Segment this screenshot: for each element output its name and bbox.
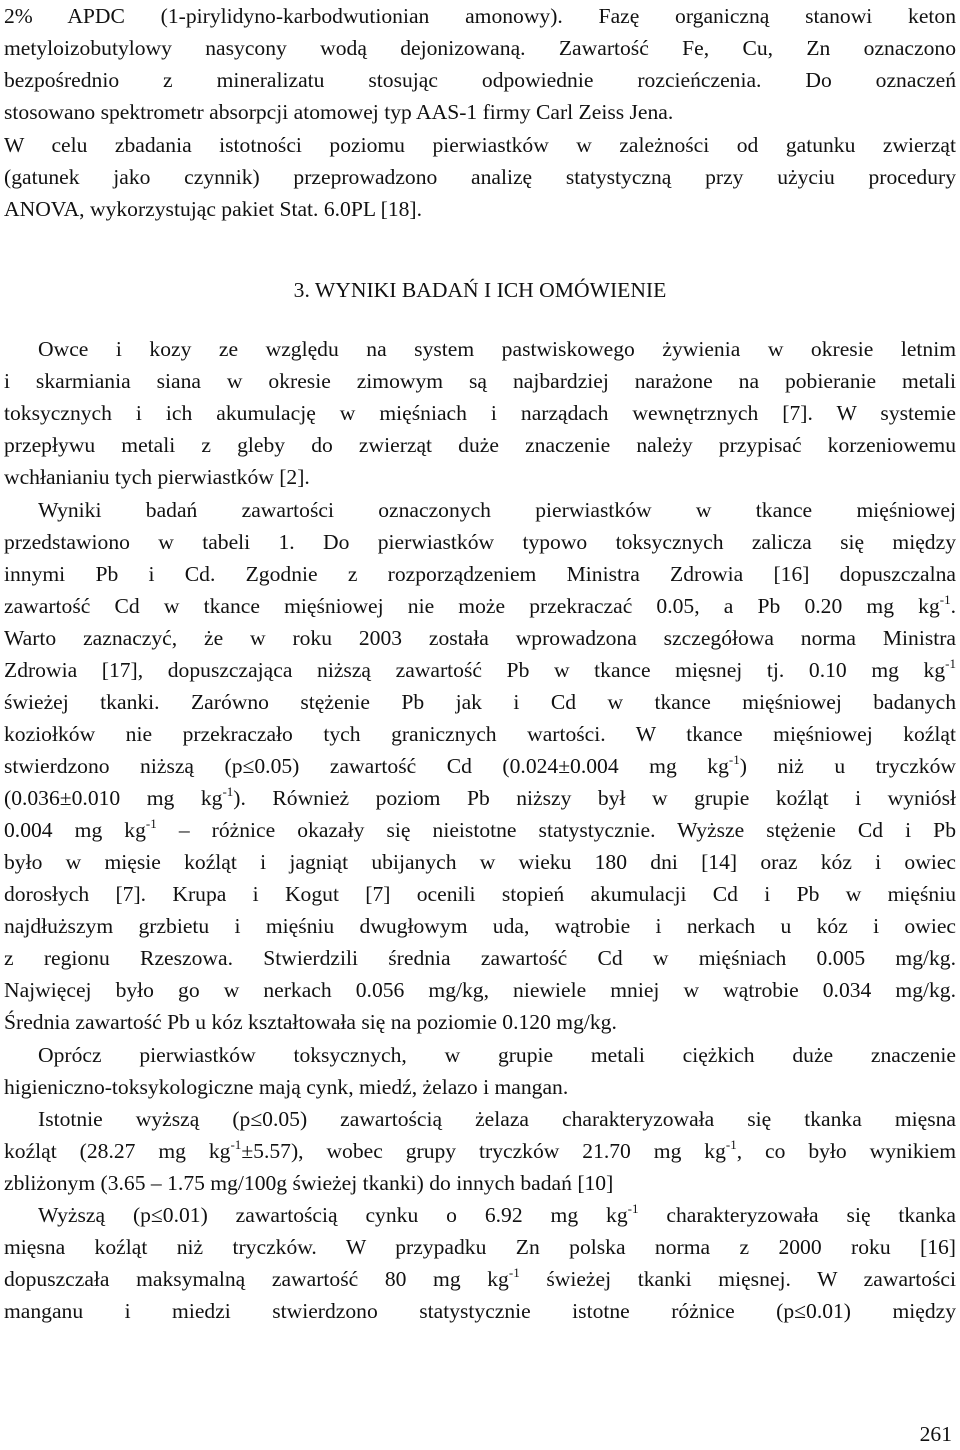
text-line: przepływu metali z gleby do zwierząt duże znaczenie należy przypisać korzeniowemu	[4, 433, 956, 457]
text-line: było w mięsie koźląt i jagniąt ubijanych w wieku 180 dni [14] oraz kóz i owiec	[4, 850, 956, 874]
text-line: toksycznych i ich akumulację w mięśniach i narządach wewnętrznych [7]. W systemie	[4, 401, 956, 425]
text-line: ANOVA, wykorzystując pakiet Stat. 6.0PL [18].	[4, 197, 423, 221]
text-line: (0.036±0.010 mg $kg^{-1}$). Również poziom Pb niższy był w grupie koźląt i wyniósł	[4, 784, 957, 810]
text-line: Owce i kozy ze względu na system pastwiskowego żywienia w okresie letnim	[38, 337, 956, 361]
text-line: Zdrowia [17], dopuszczająca niższą zawartość Pb w tkance mięsnej tj. 0.10 mg $kg^{-1}$	[4, 656, 956, 682]
text-line: Oprócz pierwiastków toksycznych, w grupie metali ciężkich duże znaczenie	[38, 1043, 956, 1067]
text-line: i skarmiania siana w okresie zimowym są najbardziej narażone na pobieranie metali	[4, 369, 956, 393]
text-line: higieniczno-toksykologiczne mają cynk, miedź, żelazo i mangan.	[4, 1075, 569, 1099]
text-line: 0.004 mg $kg^{-1}$ – różnice okazały się nieistotne statystycznie. Wyższe stężenie Cd i Pb	[4, 816, 956, 842]
text-line: mięsna koźląt niż tryczków. W przypadku Zn polska norma z 2000 roku [16]	[4, 1235, 956, 1259]
section-heading: 3. WYNIKI BADAŃ I ICH OMÓWIENIE	[293, 278, 667, 302]
text-line: Wyniki badań zawartości oznaczonych pierwiastków w tkance mięśniowej	[38, 498, 956, 522]
text-line: najdłuższym grzbietu i mięśniu dwugłowym uda, wątrobie i nerkach u kóz i owiec	[4, 914, 956, 938]
text-line: dorosłych [7]. Krupa i Kogut [7] ocenili stopień akumulacji Cd i Pb w mięśniu	[4, 882, 956, 906]
text-line: zbliżonym (3.65 – 1.75 mg/100g świeżej tkanki) do innych badań [10]	[4, 1171, 614, 1195]
text-line: stwierdzono niższą (p≤0.05) zawartość Cd (0.024±0.004 mg $kg^{-1}$) niż u tryczków	[4, 752, 956, 778]
text-line: Wyższą (p≤0.01) zawartością cynku o 6.92 mg $kg^{-1}$ charakteryzowała się tkanka	[38, 1201, 956, 1227]
text-line: (gatunek jako czynnik) przeprowadzono analizę statystyczną przy użyciu procedury	[4, 165, 956, 189]
text-line: dopuszczała maksymalną zawartość 80 mg $kg^{-1}$ świeżej tkanki mięsnej. W zawartości	[4, 1265, 957, 1291]
text-line: przedstawiono w tabeli 1. Do pierwiastków typowo toksycznych zalicza się między	[4, 530, 956, 554]
text-line: Warto zaznaczyć, że w roku 2003 została wprowadzona szczegółowa norma Ministra	[4, 626, 956, 650]
text-line: koźląt (28.27 mg $kg^{-1}\pm 5.57$), wobec grupy tryczków 21.70 mg $kg^{-1}$, co było wynikiem	[4, 1137, 956, 1163]
text-line: świeżej tkanki. Zarówno stężenie Pb jak i Cd w tkance mięśniowej badanych	[4, 690, 956, 714]
text-line: bezpośrednio z mineralizatu stosując odpowiednie rozcieńczenia. Do oznaczeń	[4, 68, 956, 92]
text-line: Istotnie wyższą (p≤0.05) zawartością żelaza charakteryzowała się tkanka mięsna	[38, 1107, 956, 1131]
text-line: 2% APDC (1-pirylidyno-karbodwutionian amonowy). Fazę organiczną stanowi keton	[4, 4, 956, 28]
text-line: metyloizobutylowy nasycony wodą dejonizowaną. Zawartość Fe, Cu, Zn oznaczono	[4, 36, 956, 60]
text-line: W celu zbadania istotności poziomu pierwiastków w zależności od gatunku zwierząt	[4, 133, 956, 157]
text-line: Najwięcej było go w nerkach 0.056 mg/kg, niewiele mniej w wątrobie 0.034 mg/kg.	[4, 978, 956, 1002]
text-line: z regionu Rzeszowa. Stwierdzili średnia zawartość Cd w mięśniach 0.005 mg/kg.	[4, 946, 956, 970]
text-line: Średnia zawartość Pb u kóz kształtowała się na poziomie 0.120 mg/kg.	[4, 1010, 617, 1034]
page-number: 261	[919, 1422, 952, 1446]
text-line: koziołków nie przekraczało tych granicznych wartości. W tkance mięśniowej koźląt	[4, 722, 956, 746]
text-line: wchłanianiu tych pierwiastków [2].	[4, 465, 310, 489]
text-line: innymi Pb i Cd. Zgodnie z rozporządzeniem Ministra Zdrowia [16] dopuszczalna	[4, 562, 956, 586]
text-line: manganu i miedzi stwierdzono statystycznie istotne różnice (p≤0.01) między	[4, 1299, 956, 1323]
text-line: zawartość Cd w tkance mięśniowej nie może przekraczać 0.05, a Pb 0.20 mg $kg^{-1}$.	[4, 592, 956, 618]
text-line: stosowano spektrometr absorpcji atomowej typ AAS-1 firmy Carl Zeiss Jena.	[4, 100, 674, 124]
